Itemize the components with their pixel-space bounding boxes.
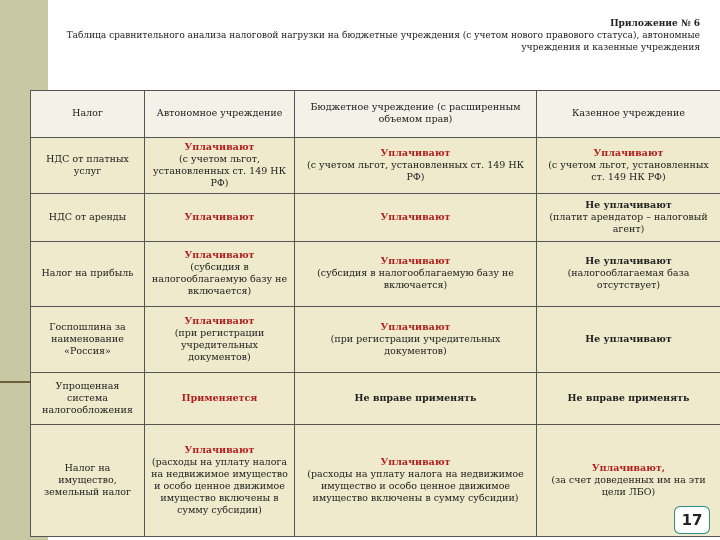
status-text: Не уплачивают: [585, 333, 672, 345]
status-text: Уплачивают: [184, 250, 255, 261]
status-text: Уплачивают: [184, 315, 255, 327]
status-text: Уплачивают: [593, 147, 664, 159]
note-text: (с учетом льгот, установленных ст. 149 НК РФ): [153, 153, 286, 189]
note-text: (субсидия в налогооблагаемую базу не включается): [151, 262, 288, 297]
status-text: Уплачивают: [184, 444, 255, 456]
header-budget: Бюджетное учреждение (с расширенным объемом прав): [295, 91, 537, 138]
cell-state: [537, 242, 720, 307]
tax-name: НДС от аренды: [31, 194, 145, 242]
cell-autonomous: [145, 307, 295, 373]
note-text: (налогооблагаемая база отсутствует): [567, 268, 690, 291]
status-text: Уплачивают: [380, 321, 451, 333]
cell-budget: [295, 373, 537, 425]
page-header: [60, 18, 700, 54]
status-text: Уплачивают: [184, 141, 255, 153]
note-text: (при регистрации учредительных документов): [330, 333, 501, 357]
status-text: Не вправе применять: [567, 392, 690, 404]
header-autonomous: Автономное учреждение: [145, 91, 295, 138]
table-row: [31, 307, 720, 373]
cell-state: [537, 307, 720, 373]
table-row: [31, 138, 720, 194]
status-text: Уплачивают: [380, 147, 451, 159]
cell-budget: [295, 425, 537, 537]
cell-autonomous: [145, 373, 295, 425]
table-row: [31, 373, 720, 425]
page-number-badge: 17: [674, 506, 710, 534]
cell-budget: [295, 307, 537, 373]
status-text: Не вправе применять: [354, 392, 477, 404]
note-text: (субсидия в налогооблагаемую базу не включается): [317, 268, 514, 291]
tax-name: НДС от платных услуг: [31, 138, 145, 194]
table-row: [31, 425, 720, 537]
cell-budget: [295, 194, 537, 242]
tax-name: Налог на имущество, земельный налог: [31, 425, 145, 537]
note-text: (с учетом льгот, установленных ст. 149 НК РФ): [306, 159, 524, 183]
cell-autonomous: [145, 425, 295, 537]
note-text: (при регистрации учредительных документов): [174, 327, 265, 363]
table-row: [31, 194, 720, 242]
cell-budget: [295, 138, 537, 194]
page-title: Таблица сравнительного анализа налоговой нагрузки на бюджетные учреждения (с учетом нового правового статуса), автономные учреждения и казенные учреждения: [66, 31, 700, 53]
status-text: Применяется: [181, 392, 258, 404]
note-text: (расходы на уплату налога на недвижимое имущество и особо ценное движимое имущество включены в сумму субсидии): [307, 468, 524, 504]
cell-autonomous: [145, 242, 295, 307]
cell-state: [537, 373, 720, 425]
note-text: (платит арендатор – налоговый агент): [549, 211, 708, 235]
comparison-table: [30, 90, 720, 537]
status-text: Уплачивают: [380, 211, 451, 223]
table-header-row: [31, 91, 720, 138]
note-text: (с учетом льгот, установленных ст. 149 НК РФ): [548, 159, 709, 183]
status-text: Уплачивают: [380, 256, 451, 267]
cell-state: [537, 138, 720, 194]
cell-budget: [295, 242, 537, 307]
table-row: [31, 242, 720, 307]
status-text: Не уплачивают: [585, 199, 672, 211]
header-tax: Налог: [31, 91, 145, 138]
tax-name: Упрощенная система налогообложения: [31, 373, 145, 425]
status-text: Уплачивают: [380, 456, 451, 468]
header-state: Казенное учреждение: [537, 91, 720, 138]
tax-name: Налог на прибыль: [31, 242, 145, 307]
appendix-label: Приложение № 6: [610, 19, 700, 29]
status-text: Не уплачивают: [585, 256, 672, 267]
note-text: (за счет доведенных им на эти цели ЛБО): [551, 474, 706, 498]
tax-name: Госпошлина за наименование «Россия»: [31, 307, 145, 373]
status-text: Уплачивают: [184, 211, 255, 223]
cell-state: [537, 194, 720, 242]
cell-autonomous: [145, 138, 295, 194]
status-text: Уплачивают,: [591, 462, 666, 474]
cell-autonomous: [145, 194, 295, 242]
note-text: (расходы на уплату налога на недвижимое имущество и особо ценное движимое имущество включены в сумму субсидии): [151, 456, 288, 516]
